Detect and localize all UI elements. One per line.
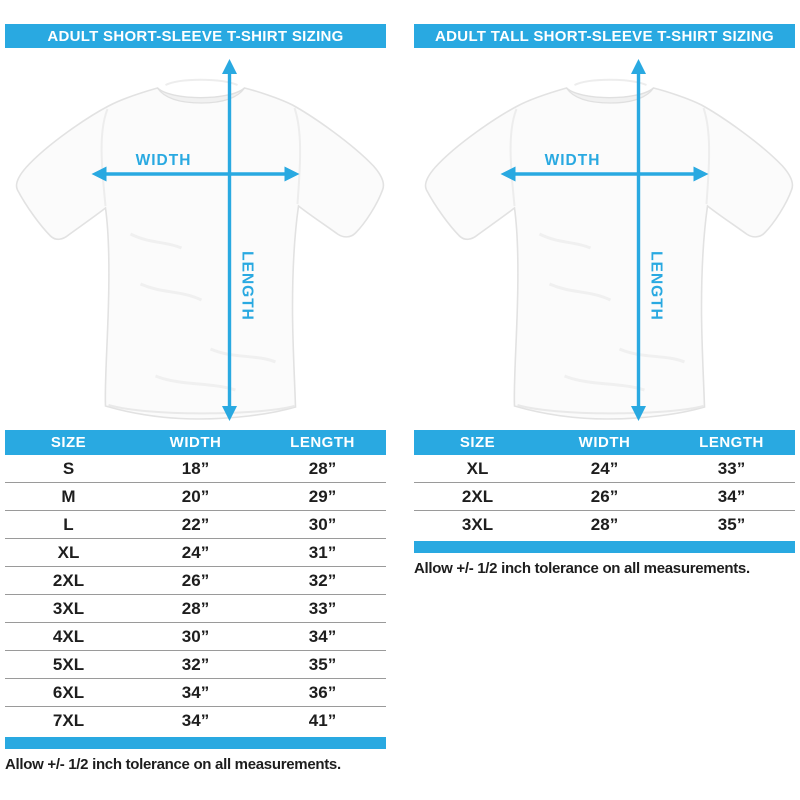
size-cell: L — [63, 514, 74, 534]
length-cell: 41” — [308, 711, 337, 730]
table-row — [5, 623, 386, 651]
size-cell: XL — [57, 542, 80, 562]
size-cell: 2XL — [52, 570, 85, 590]
size-cell: 7XL — [52, 711, 85, 730]
width-cell: 20” — [181, 486, 210, 506]
width-cell: 26” — [590, 486, 619, 506]
size-cell: M — [61, 486, 76, 506]
table-row — [5, 511, 386, 539]
table-row — [5, 455, 386, 483]
size-table-adult — [5, 430, 386, 735]
size-cell: 6XL — [52, 682, 85, 702]
length-cell: 34” — [717, 486, 746, 506]
panel-adult — [5, 24, 386, 773]
length-cell: 31” — [308, 542, 337, 562]
width-cell: 34” — [181, 682, 210, 702]
size-cell: 3XL — [461, 515, 494, 534]
table-row — [5, 679, 386, 707]
tshirt-diagram-adult — [5, 54, 386, 429]
width-cell: 24” — [590, 458, 619, 478]
length-cell: 33” — [308, 598, 337, 618]
tshirt-diagram-adult-tall — [414, 54, 795, 429]
table-row — [414, 511, 795, 539]
size-cell: XL — [466, 458, 489, 478]
tshirt-graphic — [414, 54, 795, 429]
width-cell: 18” — [181, 458, 210, 478]
tshirt-silhouette — [426, 88, 793, 419]
width-cell: 30” — [181, 626, 210, 646]
size-cell: 2XL — [461, 486, 494, 506]
table-row — [5, 707, 386, 735]
length-cell: 36” — [308, 682, 337, 702]
length-cell: 35” — [717, 515, 746, 534]
length-arrow-label: LENGTH — [647, 251, 665, 321]
table-bottom-bar — [5, 737, 386, 749]
length-cell: 32” — [308, 570, 337, 590]
width-arrow-label: WIDTH — [135, 152, 192, 169]
size-cell: 4XL — [52, 626, 85, 646]
table-row — [414, 455, 795, 483]
length-cell: 35” — [308, 654, 337, 674]
width-cell: 22” — [181, 514, 210, 534]
width-cell: 28” — [590, 515, 619, 534]
col-header-size: SIZE — [459, 434, 496, 451]
width-cell: 32” — [181, 654, 210, 674]
table-bottom-bar — [414, 541, 795, 553]
col-header-width: WIDTH — [169, 434, 222, 451]
panel-title-adult: ADULT SHORT-SLEEVE T-SHIRT SIZING — [5, 24, 386, 48]
col-header-size: SIZE — [50, 434, 87, 451]
width-cell: 26” — [181, 570, 210, 590]
tolerance-note: Allow +/- 1/2 inch tolerance on all measurements. — [5, 756, 341, 773]
table-row — [5, 595, 386, 623]
tshirt-back-collar-line — [575, 80, 647, 85]
length-cell: 30” — [308, 514, 337, 534]
table-row — [5, 651, 386, 679]
col-header-length: LENGTH — [699, 434, 764, 451]
length-cell: 29” — [308, 486, 337, 506]
tolerance-note: Allow +/- 1/2 inch tolerance on all measurements. — [414, 560, 750, 577]
size-cell: 3XL — [52, 598, 85, 618]
table-row — [5, 567, 386, 595]
width-arrow-label: WIDTH — [544, 152, 601, 169]
table-row — [414, 483, 795, 511]
size-cell: S — [62, 458, 75, 478]
table-header-row — [5, 430, 386, 455]
tshirt-graphic — [5, 54, 386, 429]
size-cell: 5XL — [52, 654, 85, 674]
table-row — [5, 483, 386, 511]
table-row — [5, 539, 386, 567]
length-cell: 34” — [308, 626, 337, 646]
tshirt-silhouette — [17, 88, 384, 419]
panel-title-adult-tall: ADULT TALL SHORT-SLEEVE T-SHIRT SIZING — [414, 24, 795, 48]
col-header-width: WIDTH — [578, 434, 631, 451]
tshirt-back-collar-line — [166, 80, 238, 85]
length-cell: 33” — [717, 458, 746, 478]
width-cell: 24” — [181, 542, 210, 562]
length-arrow-label: LENGTH — [238, 251, 256, 321]
col-header-length: LENGTH — [290, 434, 355, 451]
panel-adult-tall — [414, 24, 795, 773]
width-cell: 28” — [181, 598, 210, 618]
length-cell: 28” — [308, 458, 337, 478]
table-header-row — [414, 430, 795, 455]
width-cell: 34” — [181, 711, 210, 730]
size-table-adult-tall — [414, 430, 795, 539]
